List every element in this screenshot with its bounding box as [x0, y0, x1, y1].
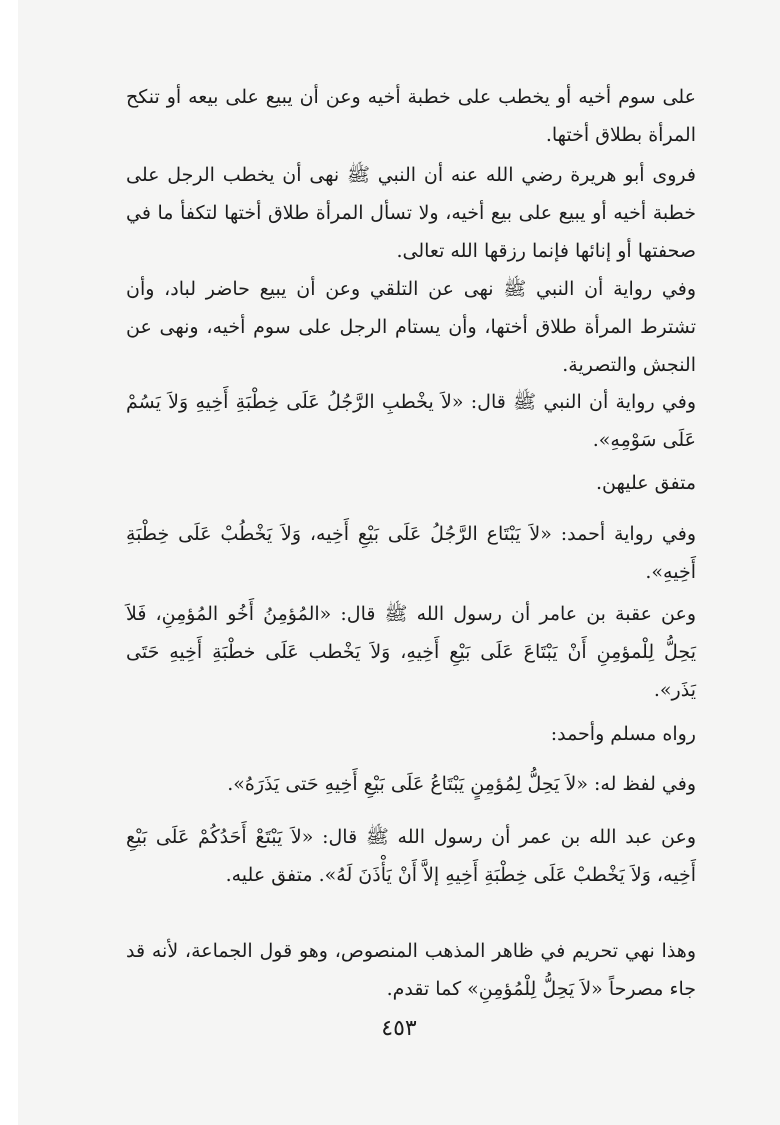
book-page: [18, 0, 780, 1125]
paragraph-muttafaq-alayhinna: متفق عليهن.: [595, 472, 696, 494]
paragraph-riwaya-1: وفي رواية أن النبي ﷺ نهى عن التلقي وعن أن يبيع حاضر لباد، وأن تشترط المرأة طلاق أختها، وأن يستام الرجل على سوم أخيه، ونهى عن النجش والتصرية.: [126, 278, 696, 376]
paragraph-lafz-lahu: وفي لفظ له: «لاَ يَحِلُّ لِمُؤمِنٍ يَبْتَاعُ عَلَى بَيْعِ أَخِيهِ حَتى يَذَرَهُ».: [227, 773, 696, 795]
paragraph-ibn-umar: وعن عبد الله بن عمر أن رسول الله ﷺ قال: «لاَ يَبْتَعْ أَحَدُكُمْ عَلَى بَيْعِ أَخِيه، وَلاَ يَخْطبْ عَلَى خِطْبَةِ أَخِيهِ إلاَّ أَنْ يَأْذَنَ لَهُ». متفق عليه.: [126, 826, 696, 886]
paragraph-rawahu-muslim: رواه مسلم وأحمد:: [550, 723, 696, 745]
paragraph-uqba-bin-amir: وعن عقبة بن عامر أن رسول الله ﷺ قال: «المُؤمِنُ أَخُو المُؤمِنِ، فَلاَ يَحِلُّ لِلْمؤمِنِ أَنْ يَبْتَاعَ عَلَى بَيْعِ أَخِيهِ، وَلاَ يَخْطب عَلَى خطْبَةِ أَخِيهِ حَتَى يَذَر».: [126, 603, 696, 701]
paragraph-nahy-tahrim: وهذا نهي تحريم في ظاهر المذهب المنصوص، وهو قول الجماعة، لأنه قد جاء مصرحاً «لاَ يَحِلُّ لِلْمُؤمِنِ» كما تقدم.: [126, 940, 696, 1000]
paragraph-riwaya-2: وفي رواية أن النبي ﷺ قال: «لاَ يخْطبِ الرَّجُلُ عَلَى خِطْبَةِ أَخِيهِ وَلاَ يَسُمْ عَلَى سَوْمِهِ».: [126, 391, 696, 451]
paragraph-riwayat-ahmad: وفي رواية أحمد: «لاَ يَبْتَاع الرَّجُلُ عَلَى بَيْعِ أَخِيه، وَلاَ يَخْطُبْ عَلَى خِطْبَةِ أَخِيهِ».: [126, 523, 696, 583]
paragraph-continuation: على سوم أخيه أو يخطب على خطبة أخيه وعن أن يبيع على بيعه أو تنكح المرأة بطلاق أختها.: [126, 86, 696, 146]
paragraph-abu-hurayra: فروى أبو هريرة رضي الله عنه أن النبي ﷺ نهى أن يخطب الرجل على خطبة أخيه أو يبيع على بيع أخيه، ولا تسأل المرأة طلاق أختها لتكفأ ما في صحفتها أو إنائها فإنما رزقها الله تعالى.: [126, 164, 696, 262]
page-number: ٤٥٣: [381, 1016, 417, 1041]
